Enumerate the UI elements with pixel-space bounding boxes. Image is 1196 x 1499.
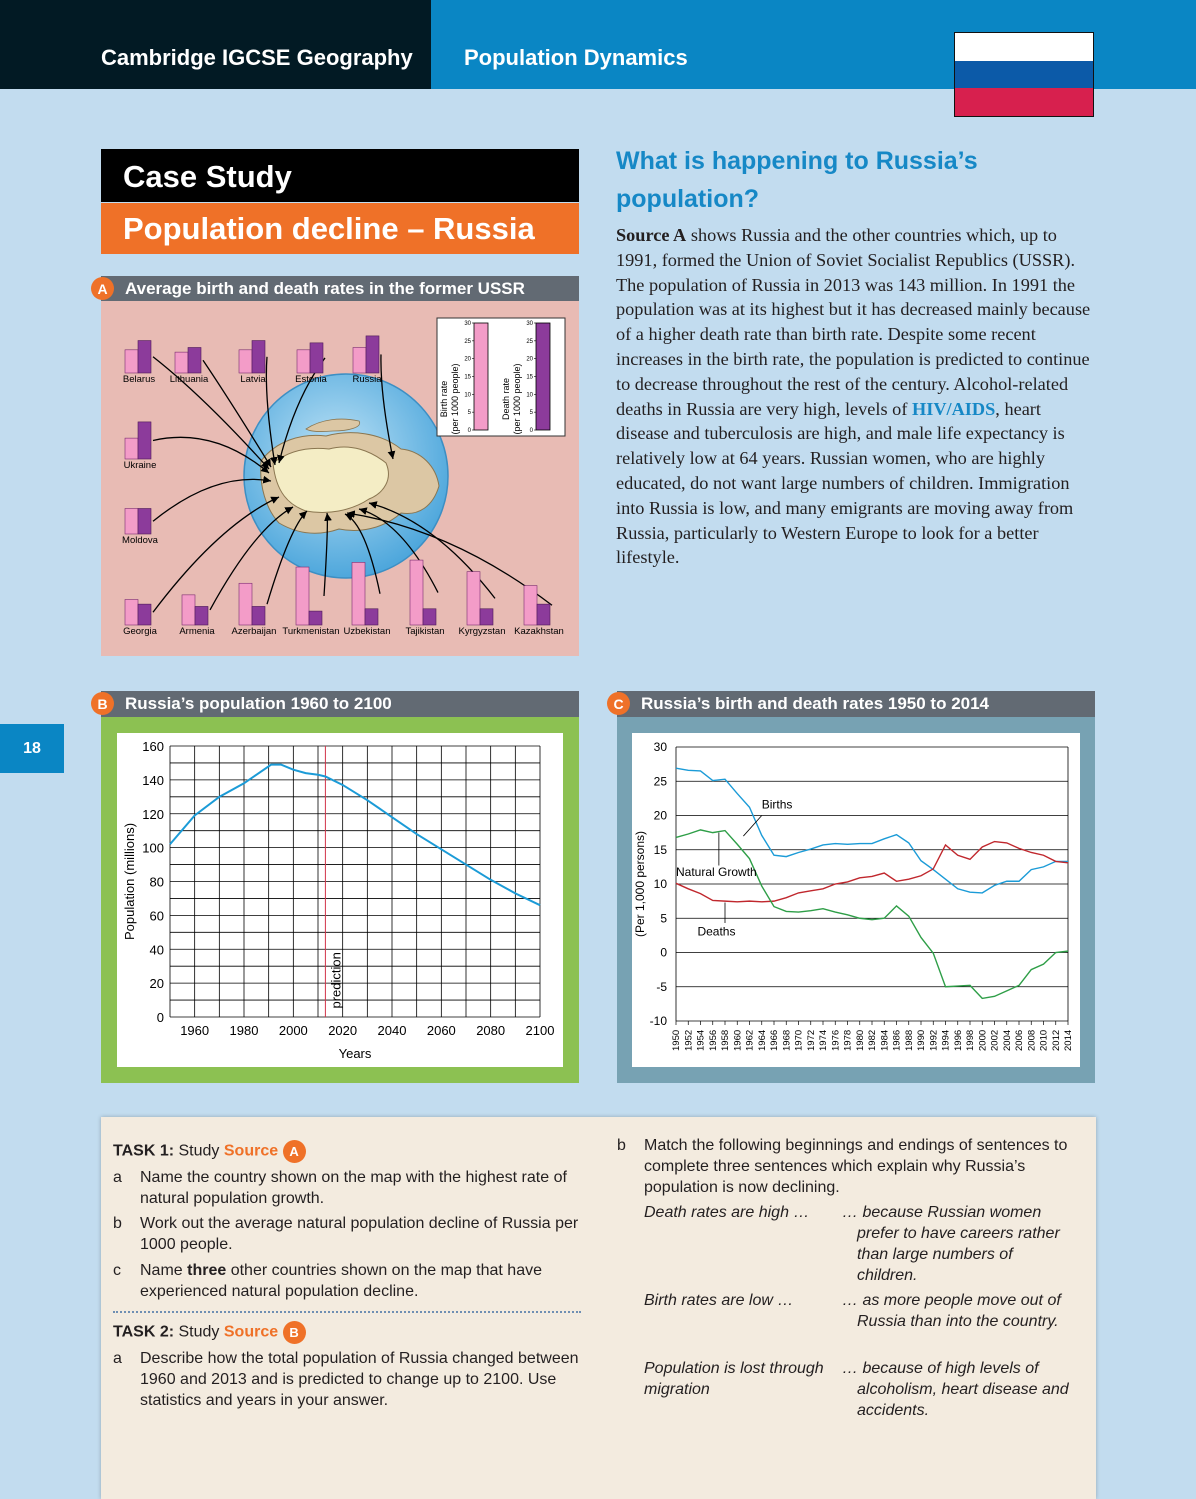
- x-tick-label: 1994: [940, 1029, 952, 1051]
- bar-group-estonia: [295, 343, 327, 385]
- task-2-study: Study: [178, 1323, 220, 1341]
- task-2-heading: [113, 1321, 306, 1344]
- y-tick-label: 10: [653, 877, 667, 891]
- x-tick-label: 2080: [476, 1023, 506, 1038]
- page-number: 18: [0, 724, 64, 773]
- task-1-source-badge: A: [283, 1140, 306, 1163]
- birth-bar-georgia: [125, 599, 138, 625]
- death-bar-tajikistan: [423, 609, 436, 625]
- x-tick-label: 2040: [377, 1023, 407, 1038]
- sentence-beginning-2: Birth rates are low …: [644, 1292, 794, 1309]
- legend-tick: 0: [529, 428, 533, 434]
- bar-group-azerbaijan: [232, 583, 277, 637]
- article-body: [616, 223, 1094, 570]
- population-chart: [117, 733, 563, 1067]
- task-2-source-badge: B: [283, 1321, 306, 1344]
- y-tick-label: 100: [142, 840, 164, 856]
- x-tick-label: 1978: [842, 1029, 854, 1051]
- series-leader-line: [743, 816, 761, 837]
- death-bar-kazakhstan: [537, 604, 550, 625]
- death-bar-armenia: [195, 606, 208, 625]
- item-text-before: Name: [140, 1262, 188, 1279]
- series-label: Natural Growth: [676, 864, 757, 879]
- item-letter: a: [113, 1169, 122, 1186]
- x-tick-label: 1960: [732, 1029, 744, 1051]
- y-axis-label: (Per 1,000 persons): [633, 830, 647, 938]
- y-tick-label: -10: [649, 1014, 667, 1028]
- x-tick-label: 1970: [793, 1029, 805, 1051]
- source-c-chart-area: [632, 733, 1080, 1067]
- bar-group-tajikistan: [405, 560, 444, 637]
- legend-death-swatch: [536, 323, 550, 430]
- legend-tick: 25: [464, 338, 471, 345]
- country-label: Russia: [352, 374, 382, 385]
- y-tick-label: 5: [660, 911, 667, 926]
- source-a-reference: Source A: [616, 225, 687, 245]
- article-title: What is happening to Russia’s population?: [616, 147, 978, 213]
- y-tick-label: 140: [142, 772, 164, 788]
- country-label: Kazakhstan: [514, 626, 564, 637]
- x-tick-label: 1998: [965, 1029, 976, 1051]
- birth-bar-kazakhstan: [524, 586, 537, 625]
- legend-death-label: Death rate(per 1000 people): [501, 363, 522, 435]
- article-text-part-2: , heart disease and tuberculosis are high, and male life expectancy is relatively low at 64 years. Russian women, who are highly educated, do not want large numbers of children. Immigration into Russia is low, and many emigrants are moving away from Russia, particularly to Western Europe to look for a better lifestyle.: [616, 398, 1074, 568]
- legend-tick: 5: [467, 410, 471, 417]
- source-c-title: Russia’s birth and death rates 1950 to 2014: [641, 694, 990, 713]
- legend-tick: 20: [464, 356, 471, 363]
- x-tick-label: 1990: [916, 1029, 927, 1051]
- chapter-title: Population Dynamics: [464, 45, 688, 70]
- bar-group-lithuania: [170, 347, 209, 385]
- x-tick-label: 2008: [1026, 1029, 1038, 1051]
- death-bar-azerbaijan: [252, 606, 265, 625]
- y-tick-label: 30: [653, 740, 667, 754]
- item-letter: c: [113, 1262, 121, 1279]
- legend-tick: 15: [526, 374, 533, 381]
- birth-bar-lithuania: [175, 352, 188, 373]
- y-axis-label: Population (millions): [122, 822, 137, 941]
- x-tick-label: 1966: [769, 1029, 780, 1051]
- country-label: Uzbekistan: [343, 626, 391, 637]
- country-label: Moldova: [122, 535, 158, 546]
- legend-tick: 20: [526, 356, 533, 363]
- x-tick-label: 1950: [671, 1029, 682, 1051]
- article-text-part-1: shows Russia and the other countries which, up to 1991, formed the Union of Soviet Socialist Republics (USSR). The population of Russia in 2013 was 143 million. In 1991 the population was at its highest but it has decreased mainly because of a higher death rate than birth rate. Despite some recent increases in the birth rate, the population is predicted to continue to decrease throughout the rest of the century. Alcohol-related deaths in Russia are very high, levels of: [616, 225, 1091, 419]
- source-b-heading: [101, 691, 579, 717]
- source-c-badge: C: [607, 692, 630, 715]
- bar-group-ukraine: [124, 422, 157, 471]
- bar-group-georgia: [123, 599, 158, 637]
- item-letter: b: [113, 1215, 122, 1232]
- prediction-label: prediction: [328, 952, 344, 1009]
- x-tick-label: 1984: [879, 1029, 891, 1051]
- x-tick-label: 1956: [707, 1029, 719, 1051]
- x-tick-label: 2100: [525, 1023, 555, 1038]
- y-tick-label: 0: [660, 945, 667, 960]
- task-divider: [113, 1311, 581, 1313]
- sentence-ending-2: … as more people move out of Russia than into the country.: [842, 1292, 1061, 1330]
- country-label: Tajikistan: [405, 626, 445, 637]
- country-label: Lithuania: [169, 374, 209, 385]
- source-a-badge: A: [91, 277, 114, 300]
- population-line: [170, 765, 540, 906]
- x-tick-label: 2004: [1001, 1029, 1013, 1051]
- y-tick-label: 40: [149, 942, 164, 958]
- birth-bar-russia: [353, 347, 366, 373]
- legend-birth-swatch: [474, 323, 488, 430]
- x-tick-label: 2060: [426, 1023, 456, 1038]
- y-tick-label: 15: [653, 842, 667, 857]
- item-letter: a: [113, 1350, 122, 1367]
- country-label: Latvia: [240, 374, 266, 385]
- y-tick-label: 120: [142, 806, 164, 822]
- x-tick-label: 1986: [891, 1029, 903, 1051]
- x-tick-label: 1980: [229, 1023, 259, 1038]
- flag-stripe-white: [955, 33, 1093, 61]
- country-label: Armenia: [179, 626, 215, 637]
- country-label: Turkmenistan: [282, 626, 340, 637]
- birth-bar-armenia: [182, 595, 195, 625]
- legend-tick: 5: [529, 410, 533, 417]
- x-tick-label: 1976: [830, 1029, 842, 1051]
- death-bar-kyrgyzstan: [480, 609, 493, 625]
- y-tick-label: 20: [149, 976, 164, 992]
- rate-legend: [437, 318, 565, 436]
- death-bar-ukraine: [138, 422, 151, 459]
- item-text: [140, 1260, 580, 1302]
- birth-bar-estonia: [297, 350, 310, 373]
- grid: [676, 747, 1068, 1021]
- legend-tick: 25: [526, 338, 533, 345]
- x-tick-label: 1958: [720, 1029, 731, 1051]
- death-bar-uzbekistan: [365, 609, 378, 625]
- y-tick-label: 25: [653, 774, 667, 789]
- birth-bar-turkmenistan: [296, 567, 309, 625]
- x-tick-label: 1964: [756, 1029, 768, 1051]
- case-study-label: Case Study: [101, 149, 579, 202]
- x-tick-label: 1962: [744, 1029, 756, 1051]
- item-text: Describe how the total population of Russia changed between 1960 and 2013 and is predicted to change up to 2100. Use statistics and years in your answer.: [140, 1350, 579, 1409]
- x-tick-label: 2012: [1050, 1029, 1062, 1051]
- russia-flag: [954, 32, 1094, 117]
- series-label: Deaths: [697, 924, 736, 939]
- item-text-after: other countries shown on the map that have experienced natural population decline.: [140, 1262, 542, 1300]
- birth-bar-latvia: [239, 350, 252, 373]
- sentence-beginning-3: Population is lost through migration: [644, 1360, 824, 1398]
- source-a-map: [101, 301, 579, 656]
- death-bar-moldova: [138, 508, 151, 534]
- sentence-beginning-1: Death rates are high …: [644, 1204, 810, 1221]
- y-tick-label: 60: [149, 908, 164, 924]
- series-line-natural-growth: [676, 830, 1068, 999]
- x-tick-label: 1960: [180, 1023, 210, 1038]
- bar-group-kazakhstan: [514, 586, 564, 637]
- source-b-title: Russia’s population 1960 to 2100: [125, 694, 392, 713]
- x-tick-label: 2002: [989, 1029, 1001, 1051]
- birth-bar-moldova: [125, 508, 138, 534]
- y-tick-label: 160: [142, 739, 164, 754]
- death-bar-belarus: [138, 341, 151, 373]
- legend-tick: 10: [464, 392, 471, 399]
- x-tick-label: 1974: [818, 1029, 829, 1051]
- item-text: Work out the average natural population decline of Russia per 1000 people.: [140, 1215, 579, 1253]
- legend-tick: 30: [526, 321, 533, 327]
- tasks-panel: [101, 1117, 1096, 1499]
- source-a-title: Average birth and death rates in the former USSR: [125, 279, 525, 298]
- birth-bar-kyrgyzstan: [467, 572, 480, 625]
- task-2-label: TASK 2:: [113, 1323, 175, 1341]
- y-tick-label: 0: [156, 1010, 164, 1025]
- case-study-title: Population decline – Russia: [101, 203, 579, 254]
- x-axis-label: Years: [338, 1046, 372, 1061]
- glossary-term-hiv-aids[interactable]: HIV/AIDS: [911, 398, 996, 419]
- birth-death-chart: [632, 733, 1080, 1067]
- globe: [244, 374, 448, 578]
- task-2-source-word: Source: [223, 1323, 279, 1341]
- source-b-chart-area: [117, 733, 563, 1067]
- task-1-heading: [113, 1140, 306, 1163]
- x-tick-label: 1980: [854, 1029, 866, 1051]
- x-tick-label: 2014: [1063, 1029, 1074, 1051]
- flag-stripe-red: [955, 88, 1093, 116]
- birth-bar-tajikistan: [410, 560, 423, 625]
- legend-birth-label: Birth rate(per 1000 people): [439, 363, 460, 435]
- source-a-heading: [101, 276, 579, 302]
- task-1-label: TASK 1:: [113, 1142, 175, 1160]
- x-tick-label: 1988: [903, 1029, 915, 1051]
- death-bar-russia: [366, 336, 379, 373]
- y-tick-label: -5: [656, 979, 667, 994]
- country-label: Estonia: [295, 374, 327, 385]
- x-tick-label: 2000: [278, 1023, 308, 1038]
- death-bar-estonia: [310, 343, 323, 373]
- country-label: Georgia: [123, 626, 157, 637]
- y-tick-label: 20: [653, 808, 667, 823]
- birth-bar-ukraine: [125, 438, 138, 459]
- x-tick-label: 1982: [867, 1029, 878, 1051]
- item-letter: b: [617, 1137, 626, 1154]
- item-text-emphasis: three: [187, 1262, 227, 1279]
- country-label: Belarus: [122, 374, 156, 385]
- book-title: Cambridge IGCSE Geography: [101, 45, 413, 70]
- bar-group-latvia: [239, 341, 266, 385]
- legend-tick: 30: [464, 321, 471, 327]
- source-b-badge: B: [91, 692, 114, 715]
- x-tick-label: 2020: [328, 1023, 358, 1038]
- birth-bar-uzbekistan: [352, 562, 365, 625]
- y-tick-label: 80: [149, 874, 164, 890]
- series-label: Births: [761, 797, 793, 812]
- country-label: Azerbaijan: [231, 626, 277, 637]
- legend-tick: 10: [526, 392, 533, 399]
- x-tick-label: 2010: [1038, 1029, 1050, 1051]
- x-tick-label: 1972: [805, 1029, 817, 1051]
- birth-bar-belarus: [125, 350, 138, 373]
- x-tick-label: 1968: [781, 1029, 793, 1051]
- task-1-source-word: Source: [223, 1142, 279, 1160]
- country-label: Ukraine: [123, 460, 157, 471]
- death-bar-turkmenistan: [309, 611, 322, 625]
- source-c-heading: [617, 691, 1095, 717]
- birth-bar-azerbaijan: [239, 583, 252, 625]
- bar-group-russia: [352, 336, 382, 385]
- x-tick-label: 2000: [977, 1029, 989, 1051]
- death-bar-georgia: [138, 604, 151, 625]
- grid: [170, 746, 540, 1017]
- death-bar-lithuania: [188, 347, 201, 373]
- flag-stripe-blue: [955, 61, 1093, 89]
- country-label: Kyrgyzstan: [458, 626, 506, 637]
- x-tick-label: 1952: [683, 1029, 695, 1051]
- bar-group-armenia: [179, 595, 215, 637]
- bar-group-belarus: [123, 341, 155, 385]
- item-text: Name the country shown on the map with the highest rate of natural population growth.: [140, 1169, 567, 1207]
- x-tick-label: 1992: [928, 1029, 940, 1051]
- death-bar-latvia: [252, 341, 265, 373]
- ussr-map-figure: [101, 301, 579, 656]
- x-tick-label: 1996: [952, 1029, 964, 1051]
- item-text: Match the following beginnings and endings of sentences to complete three sentences which explain why Russia’s population is now declining.: [644, 1137, 1068, 1196]
- x-tick-label: 1954: [695, 1029, 707, 1051]
- legend-tick: 15: [464, 374, 471, 381]
- sentence-ending-1: … because Russian women prefer to have careers rather than large numbers of children.: [842, 1204, 1060, 1284]
- x-tick-label: 2006: [1014, 1029, 1025, 1051]
- bar-group-moldova: [122, 508, 159, 546]
- sentence-ending-3: … because of high levels of alcoholism, heart disease and accidents.: [842, 1360, 1069, 1419]
- legend-tick: 0: [467, 428, 471, 434]
- task-1-study: Study: [178, 1142, 220, 1160]
